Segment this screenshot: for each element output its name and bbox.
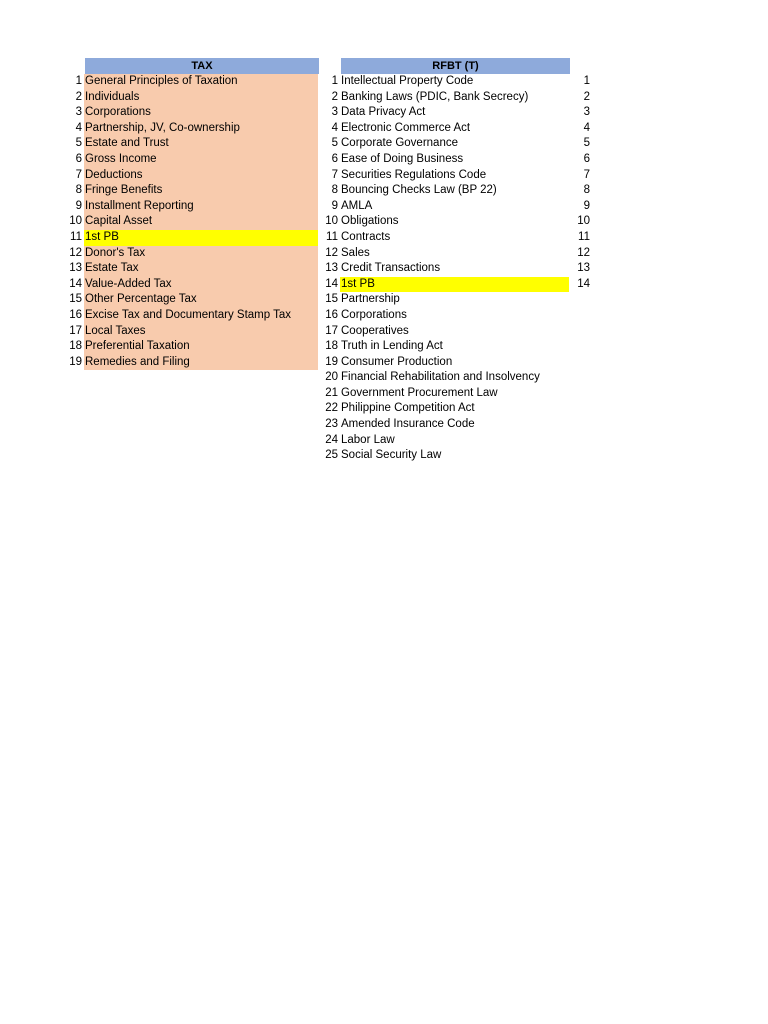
tax-row-number: 8 [75, 184, 82, 197]
rfbt-row-number: 12 [325, 246, 338, 259]
rfbt-row-number: 20 [325, 371, 338, 384]
rfbt-row [316, 308, 569, 324]
rfbt-row [316, 386, 569, 402]
tax-row-label: Individuals [84, 90, 318, 106]
rfbt-row-number: 25 [325, 449, 338, 462]
rfbt-row-number: 22 [325, 402, 338, 415]
rfbt-row-number: 5 [331, 137, 338, 150]
rfbt-row [316, 121, 569, 137]
right-number-row [572, 246, 590, 262]
tax-row-number: 3 [75, 106, 82, 119]
right-number-row [572, 183, 590, 199]
rfbt-row-number: 9 [331, 199, 338, 212]
tax-row-number: 12 [69, 246, 82, 259]
tax-row [60, 355, 318, 371]
tax-row-label: Estate and Trust [84, 136, 318, 152]
tax-row-number: 11 [70, 230, 82, 243]
rfbt-row-label: Government Procurement Law [341, 386, 498, 399]
right-number: 6 [583, 152, 590, 165]
rfbt-row-label: 1st PB [340, 277, 569, 293]
rfbt-row-number: 14 [325, 277, 338, 290]
rfbt-row [316, 448, 569, 464]
rfbt-row-number: 21 [325, 386, 338, 399]
right-number-row [572, 121, 590, 137]
rfbt-row [316, 246, 569, 262]
rfbt-row [316, 355, 569, 371]
rfbt-row-number: 23 [325, 418, 338, 431]
tax-row-label: Partnership, JV, Co-ownership [84, 121, 318, 137]
tax-row [60, 74, 318, 90]
right-number: 14 [577, 277, 590, 290]
right-number: 10 [577, 215, 590, 228]
tax-row-number: 16 [69, 308, 82, 321]
rfbt-row [316, 74, 569, 90]
rfbt-row [316, 401, 569, 417]
rfbt-row-label: Social Security Law [341, 449, 442, 462]
rfbt-row-label: Banking Laws (PDIC, Bank Secrecy) [341, 90, 529, 103]
rfbt-row [316, 230, 569, 246]
tax-row [60, 324, 318, 340]
rfbt-row [316, 324, 569, 340]
tax-row [60, 246, 318, 262]
right-number-row [572, 168, 590, 184]
tax-row [60, 199, 318, 215]
tax-row-label: Remedies and Filing [84, 355, 318, 371]
right-number-row [572, 261, 590, 277]
rfbt-row [316, 90, 569, 106]
tax-row-number: 19 [69, 355, 82, 368]
tax-row-label: Excise Tax and Documentary Stamp Tax [84, 308, 318, 324]
right-number: 7 [583, 168, 590, 181]
tax-row [60, 152, 318, 168]
rfbt-row [316, 433, 569, 449]
rfbt-row [316, 183, 569, 199]
tax-row-label: 1st PB [84, 230, 318, 246]
rfbt-row-label: Ease of Doing Business [341, 152, 464, 165]
right-number: 2 [583, 90, 590, 103]
rfbt-row-label: Corporations [341, 308, 407, 321]
tax-row-label: Other Percentage Tax [84, 292, 318, 308]
rfbt-row-number: 18 [325, 340, 338, 353]
tax-row-number: 18 [69, 340, 82, 353]
rfbt-row-number: 3 [331, 106, 338, 119]
right-number: 3 [583, 106, 590, 119]
rfbt-row [316, 168, 569, 184]
right-number-row [572, 136, 590, 152]
right-number: 5 [583, 137, 590, 150]
right-number-row [572, 199, 590, 215]
tax-row-number: 15 [69, 293, 82, 306]
tax-row-label: Capital Asset [84, 214, 318, 230]
rfbt-row-label: Truth in Lending Act [341, 340, 443, 353]
tax-row-number: 4 [75, 121, 82, 134]
tax-row [60, 136, 318, 152]
right-number-column [572, 74, 590, 292]
rfbt-row-label: Cooperatives [341, 324, 409, 337]
rfbt-row-label: Bouncing Checks Law (BP 22) [341, 184, 497, 197]
rfbt-row-number: 6 [331, 152, 338, 165]
tax-row [60, 308, 318, 324]
rfbt-row-label: Obligations [341, 215, 399, 228]
right-number-row [572, 230, 590, 246]
tax-row-number: 17 [69, 324, 82, 337]
rfbt-row-number: 19 [325, 355, 338, 368]
rfbt-row-label: Securities Regulations Code [341, 168, 487, 181]
tax-list [60, 74, 318, 370]
right-number-row [572, 152, 590, 168]
rfbt-row-number: 15 [325, 293, 338, 306]
tax-row-label: Preferential Taxation [84, 339, 318, 355]
tax-row-number: 14 [69, 277, 82, 290]
right-number-row [572, 74, 590, 90]
rfbt-row-label: Corporate Governance [341, 137, 458, 150]
tax-row-label: General Principles of Taxation [84, 74, 318, 90]
rfbt-row-label: Labor Law [341, 433, 395, 446]
tax-row-number: 9 [75, 199, 82, 212]
rfbt-row [316, 417, 569, 433]
rfbt-row-label: Amended Insurance Code [341, 418, 475, 431]
tax-row [60, 183, 318, 199]
rfbt-row-label: Sales [341, 246, 370, 259]
tax-row [60, 339, 318, 355]
rfbt-row [316, 152, 569, 168]
rfbt-row [316, 261, 569, 277]
rfbt-row-label: Financial Rehabilitation and Insolvency [341, 371, 540, 384]
tax-row-label: Local Taxes [84, 324, 318, 340]
rfbt-row-number: 1 [331, 75, 338, 87]
rfbt-row-number: 17 [325, 324, 338, 337]
tax-row [60, 230, 318, 246]
right-number: 8 [583, 184, 590, 197]
rfbt-row [316, 199, 569, 215]
rfbt-row-number: 16 [325, 308, 338, 321]
tax-row [60, 105, 318, 121]
right-number: 13 [577, 262, 590, 275]
right-number-row [572, 214, 590, 230]
tax-row [60, 277, 318, 293]
rfbt-row [316, 136, 569, 152]
rfbt-row [316, 277, 569, 293]
tax-header: TAX [85, 58, 319, 74]
rfbt-row-label: Data Privacy Act [341, 106, 426, 119]
rfbt-row-label: Partnership [341, 293, 400, 306]
rfbt-row [316, 214, 569, 230]
right-number-row [572, 105, 590, 121]
tax-row-label: Fringe Benefits [84, 183, 318, 199]
right-number: 9 [583, 199, 590, 212]
tax-row-number: 6 [75, 152, 82, 165]
tax-row-number: 1 [75, 75, 82, 87]
right-number: 11 [578, 230, 590, 243]
rfbt-row-number: 2 [331, 90, 338, 103]
tax-row-number: 7 [75, 168, 82, 181]
tax-row-label: Estate Tax [84, 261, 318, 277]
rfbt-row-label: Philippine Competition Act [341, 402, 475, 415]
rfbt-row-label: Intellectual Property Code [341, 75, 474, 87]
tax-row [60, 121, 318, 137]
tax-row-number: 2 [75, 90, 82, 103]
rfbt-row-number: 4 [331, 121, 338, 134]
tax-row [60, 168, 318, 184]
tax-row-number: 5 [75, 137, 82, 150]
tax-row [60, 292, 318, 308]
rfbt-row [316, 339, 569, 355]
rfbt-row-label: Consumer Production [341, 355, 453, 368]
rfbt-row-label: Electronic Commerce Act [341, 121, 471, 134]
rfbt-row-label: AMLA [341, 199, 373, 212]
tax-row [60, 214, 318, 230]
tax-row-label: Value-Added Tax [84, 277, 318, 293]
rfbt-row [316, 105, 569, 121]
right-number: 4 [583, 121, 590, 134]
rfbt-row-label: Credit Transactions [341, 262, 441, 275]
rfbt-row-number: 10 [325, 215, 338, 228]
rfbt-list [316, 74, 569, 464]
tax-row-number: 10 [69, 215, 82, 228]
rfbt-row-number: 7 [331, 168, 338, 181]
rfbt-row [316, 370, 569, 386]
tax-row-label: Corporations [84, 105, 318, 121]
rfbt-row-number: 13 [325, 262, 338, 275]
right-number-row [572, 90, 590, 106]
right-number: 1 [583, 75, 590, 87]
rfbt-row-number: 11 [326, 230, 338, 243]
right-number: 12 [577, 246, 590, 259]
tax-row-label: Donor's Tax [84, 246, 318, 262]
tax-row-label: Deductions [84, 168, 318, 184]
right-number-row [572, 277, 590, 293]
tax-row-label: Installment Reporting [84, 199, 318, 215]
tax-row [60, 261, 318, 277]
rfbt-header: RFBT (T) [341, 58, 570, 74]
rfbt-row [316, 292, 569, 308]
tax-row [60, 90, 318, 106]
tax-row-number: 13 [69, 262, 82, 275]
rfbt-row-number: 8 [331, 184, 338, 197]
rfbt-row-number: 24 [325, 433, 338, 446]
tax-row-label: Gross Income [84, 152, 318, 168]
rfbt-row-label: Contracts [341, 230, 391, 243]
